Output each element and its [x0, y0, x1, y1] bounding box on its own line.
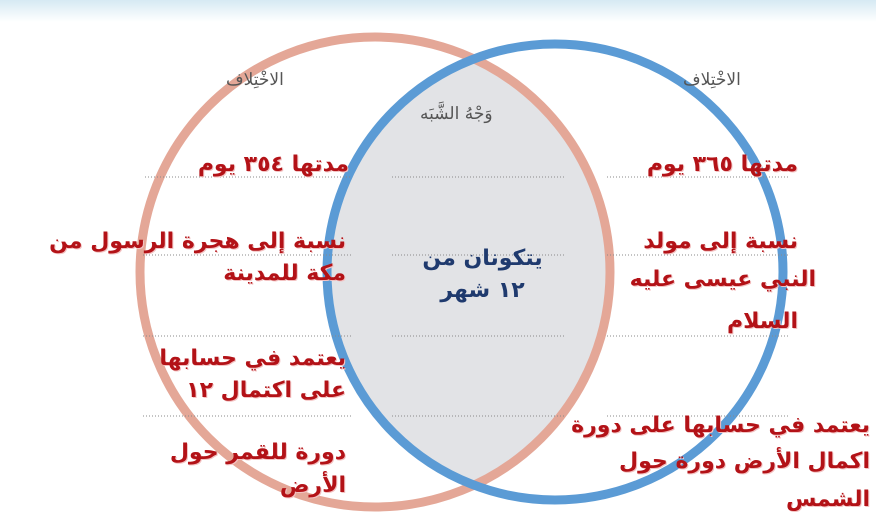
left-header: الاخْتِلاف — [226, 70, 284, 90]
left-basis-line-4: الأرض — [279, 473, 346, 498]
right-basis-line-2: اكمال الأرض دورة حول — [619, 449, 870, 474]
similarity-line-1: يتكونان من — [422, 246, 543, 271]
similarity-line-2: ١٢ شهر — [440, 278, 525, 303]
middle-header: وَجْهُ الشَّبَه — [420, 104, 493, 124]
right-header: الاخْتِلاف — [683, 70, 741, 90]
right-origin-line-1: نسبة إلى مولد — [643, 229, 798, 254]
right-duration: مدتها ٣٦٥ يوم — [646, 152, 798, 177]
left-basis-line-1: يعتمد في حسابها — [159, 346, 346, 371]
left-origin-line-2: مكة للمدينة — [223, 261, 346, 286]
left-basis-line-2: على اكتمال ١٢ — [186, 378, 346, 403]
top-band — [0, 0, 876, 22]
left-basis-line-3: دورة للقمر حول — [169, 440, 346, 465]
right-origin-line-3: السلام — [726, 309, 798, 334]
left-origin-line-1: نسبة إلى هجرة الرسول من — [49, 229, 346, 254]
right-basis-line-3: الشمس — [785, 487, 870, 512]
right-basis-line-1: يعتمد في حسابها على دورة — [571, 413, 870, 438]
right-origin-line-2: النبي عيسى عليه — [629, 267, 816, 292]
left-duration: مدتها ٣٥٤ يوم — [197, 152, 349, 177]
